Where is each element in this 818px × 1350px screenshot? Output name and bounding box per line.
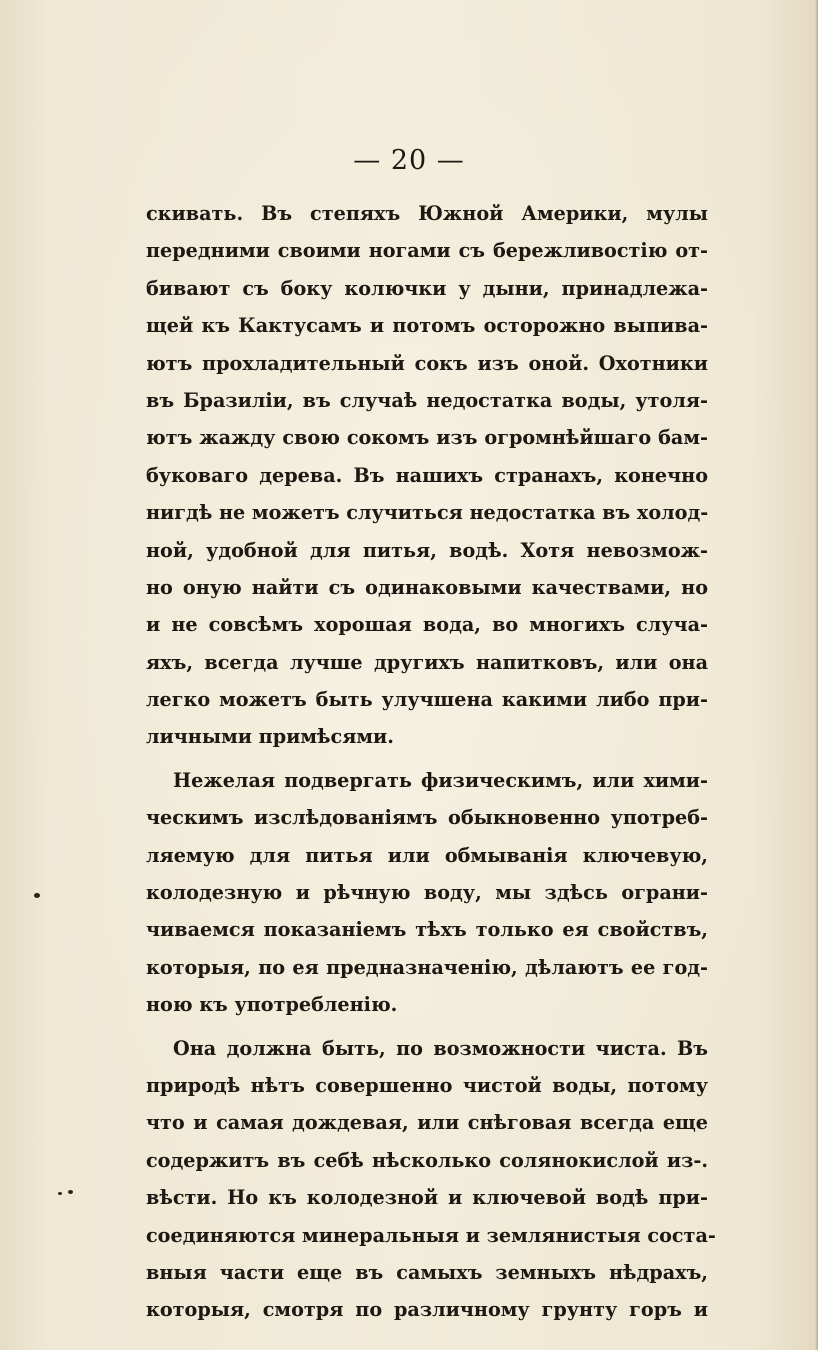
text-line: которыя, по ея предназначенію, дѣлаютъ ее год-	[146, 955, 708, 979]
text-line: вѣсти. Но къ колодезной и ключевой водѣ при-	[146, 1186, 708, 1210]
text-line: ляемую для питья или обмыванія ключевую,	[146, 843, 708, 867]
text-line: и не совсѣмъ хорошая вода, во многихъ случа-	[146, 613, 708, 637]
ink-speck	[58, 1192, 62, 1195]
text-line: нигдѣ не можетъ случиться недостатка въ холод-	[146, 501, 709, 525]
ink-speck	[68, 1190, 73, 1194]
text-line: буковаго дерева. Въ нашихъ странахъ, конечно	[146, 463, 708, 487]
text-line: что и самая дождевая, или снѣговая всегда еще	[146, 1111, 708, 1135]
text-line: ною къ употребленію.	[146, 993, 398, 1017]
page-number: — 20 —	[353, 145, 465, 176]
text-line: личными примѣсями.	[146, 725, 394, 749]
text-line: яхъ, всегда лучше другихъ напитковъ, или она	[146, 650, 708, 674]
text-line: Она должна быть, по возможности чиста. Въ	[173, 1036, 708, 1060]
text-line: ютъ жажду свою сокомъ изъ огромнѣйшаго бам-	[146, 426, 708, 450]
text-line: природѣ нѣтъ совершенно чистой воды, потому	[146, 1073, 708, 1097]
text-line: передними своими ногами съ бережливостію от-	[146, 239, 708, 263]
ink-speck	[34, 893, 40, 898]
text-line: ной, удобной для питья, водѣ. Хотя невозмож-	[146, 538, 708, 562]
text-line: ютъ прохладительный сокъ изъ оной. Охотники	[146, 351, 708, 375]
text-line: скивать. Въ степяхъ Южной Америки, мулы	[146, 202, 708, 225]
text-line: колодезную и рѣчную воду, мы здѣсь ограни-	[146, 881, 708, 905]
text-line: чиваемся показаніемъ тѣхъ только ея свойствъ,	[146, 918, 708, 942]
text-line: въ Бразиліи, въ случаѣ недостатка воды, утоля-	[146, 388, 708, 412]
text-line: содержитъ въ себѣ нѣсколько солянокислой из-.	[146, 1148, 708, 1172]
text-line: вныя части еще въ самыхъ земныхъ нѣдрахъ,	[146, 1260, 708, 1284]
text-line: щей къ Кактусамъ и потомъ осторожно выпива-	[146, 314, 708, 338]
body-text	[146, 195, 716, 1329]
text-line: ческимъ изслѣдованіямъ обыкновенно употреб-	[146, 806, 708, 830]
text-line: бивают съ боку колючки у дыни, принадлежа-	[146, 276, 708, 300]
text-line: но оную найти съ одинаковыми качествами, но	[146, 575, 708, 599]
text-line: легко можетъ быть улучшена какими либо при-	[146, 688, 708, 712]
text-line: соединяются минеральныя и землянистыя соста-	[146, 1223, 716, 1247]
text-line: которыя, смотря по различному грунту горъ и	[146, 1298, 708, 1322]
text-line: Нежелая подвергать физическимъ, или хими-	[173, 768, 708, 792]
